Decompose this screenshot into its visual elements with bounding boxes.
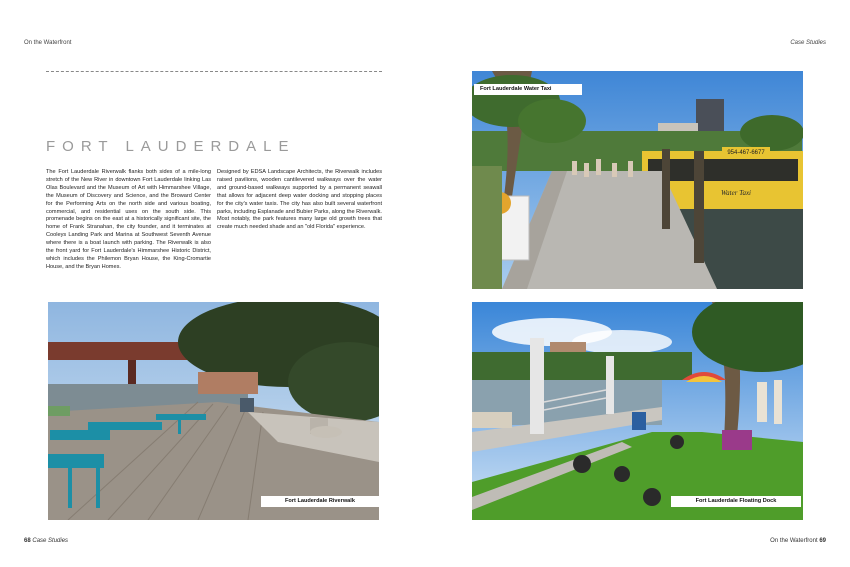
water-taxi-photo [472, 71, 803, 289]
riverwalk-photo [48, 302, 379, 520]
page-title: FORT LAUDERDALE [46, 138, 296, 155]
floating-dock-caption: Fort Lauderdale Floating Dock [671, 496, 801, 507]
footer-right-label: On the Waterfront [770, 538, 818, 544]
page-number-right: 69 [819, 538, 826, 544]
page-number-left: 68 [24, 538, 31, 544]
footer-right [770, 538, 826, 544]
water-taxi-sign: 954-467-6677 [727, 150, 765, 156]
floating-dock-photo [472, 302, 803, 520]
running-header-left: On the Waterfront [24, 40, 72, 46]
body-column-2: Designed by EDSA Landscape Architects, the Riverwalk includes raised pavilions, wooden cantilevered walkways over the water and ground-based walkways supported by a permanent seawall that allows for adjacent deep water docking and stopping places for the city's water taxis. The city has also built several waterfront parks, including Esplanade and Bubier Parks, along the Riverwalk. Most notably, the park features many large old growth trees that create much needed shade and an "old Florida" experience. [217, 169, 382, 231]
body-column-1: The Fort Lauderdale Riverwalk flanks both sides of a mile-long stretch of the New River in downtown Fort Lauderdale linking Las Olas Boulevard and the Museum of Art with Himmarshee Village, the Museum of Discovery and Science, and the Broward Center for the Performing Arts on the north side and various boating, commercial, and residential uses on the south side. This promenade begins on the east at a historically significant site, the home of Frank Stranahan, the city founder, and it terminates at Cooleys Landing Park and Marina at Southwest Seventh Avenue where there is a boat launch with parking. The Riverwalk is also the front yard for Fort Lauderdale's Himmarshee Historic District, which includes the Philemon Bryan House, the King-Cromartie House, and the Bryan Homes. [46, 169, 211, 270]
dashed-divider [46, 71, 382, 72]
water-taxi-boat-name: Water Taxi [720, 189, 752, 197]
riverwalk-caption: Fort Lauderdale Riverwalk [261, 496, 379, 507]
running-header-right: Case Studies [790, 40, 826, 46]
footer-left-label: Case Studies [32, 538, 69, 544]
water-taxi-caption: Fort Lauderdale Water Taxi [474, 84, 582, 95]
footer-left [24, 538, 68, 544]
